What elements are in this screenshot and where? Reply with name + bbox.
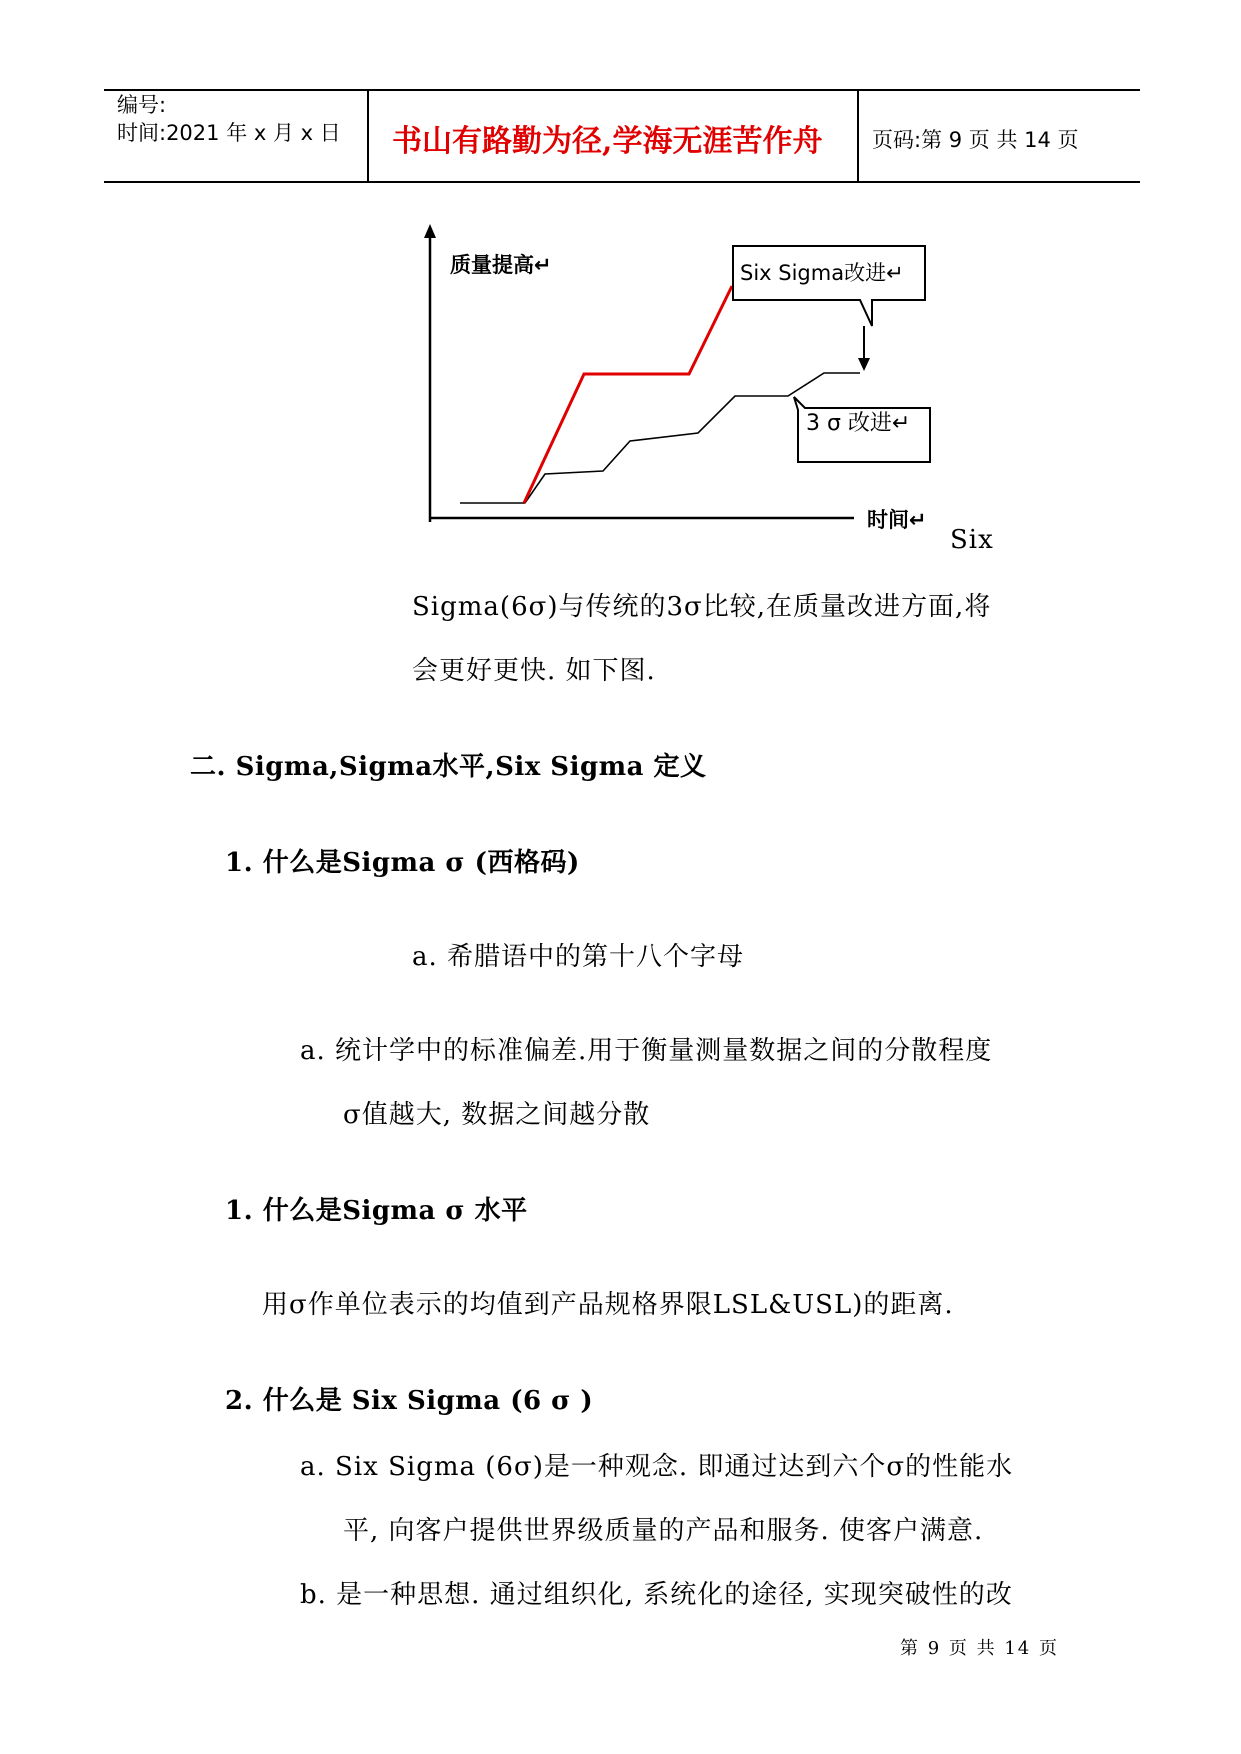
header-top-rule [104, 89, 1140, 91]
header-time-label: 时间:2021 年 x 月 x 日 [117, 121, 341, 145]
header-page-label: 页码:第 9 页 共 14 页 [872, 128, 1079, 152]
intro-line-2: Sigma(6σ)与传统的3σ比较,在质量改进方面,将 [412, 592, 992, 622]
header-divider-right [857, 89, 859, 183]
y-axis-arrow [424, 224, 436, 238]
q3-heading: 2. 什么是 Six Sigma (6 σ ) [225, 1386, 594, 1416]
q3-item-a-line-1: a. Six Sigma (6σ)是一种观念. 即通过达到六个σ的性能水 [300, 1452, 1014, 1482]
six-sigma-callout [733, 246, 925, 326]
q1-heading: 1. 什么是Sigma σ (西格码) [225, 848, 580, 878]
header-divider-left [367, 89, 369, 183]
six-sigma-arrow-head [858, 358, 870, 371]
footer-page-number: 第 9 页 共 14 页 [900, 1638, 1059, 1659]
three-sigma-callout-label: 3 σ 改进↵ [806, 411, 911, 436]
six-sigma-callout-label: Six Sigma改进↵ [740, 261, 904, 285]
header-motto: 书山有路勤为径,学海无涯苦作舟 [392, 124, 823, 159]
q1-item-a: a. 希腊语中的第十八个字母 [412, 942, 745, 972]
q2-heading: 1. 什么是Sigma σ 水平 [225, 1196, 528, 1226]
quality-improvement-figure [420, 222, 940, 552]
q1-item-b-line-1: a. 统计学中的标准偏差.用于衡量测量数据之间的分散程度 [300, 1036, 993, 1066]
six-sigma-line [524, 286, 732, 503]
x-axis-label: 时间↵ [867, 508, 927, 532]
q3-item-b-line-1: b. 是一种思想. 通过组织化, 系统化的途径, 实现突破性的改 [300, 1580, 1013, 1610]
intro-line-3: 会更好更快. 如下图. [412, 656, 656, 686]
intro-line-1: Six [950, 525, 994, 555]
q1-item-b-line-2: σ值越大, 数据之间越分散 [343, 1100, 651, 1130]
q2-text: 用σ作单位表示的均值到产品规格界限LSL&USL)的距离. [262, 1290, 954, 1320]
q3-item-a-line-2: 平, 向客户提供世界级质量的产品和服务. 使客户满意. [343, 1516, 984, 1546]
header-bottom-rule [104, 181, 1140, 183]
y-axis-label: 质量提高↵ [450, 253, 552, 277]
section-heading: 二. Sigma,Sigma水平,Six Sigma 定义 [190, 752, 707, 782]
header-number-label: 编号: [117, 93, 167, 117]
